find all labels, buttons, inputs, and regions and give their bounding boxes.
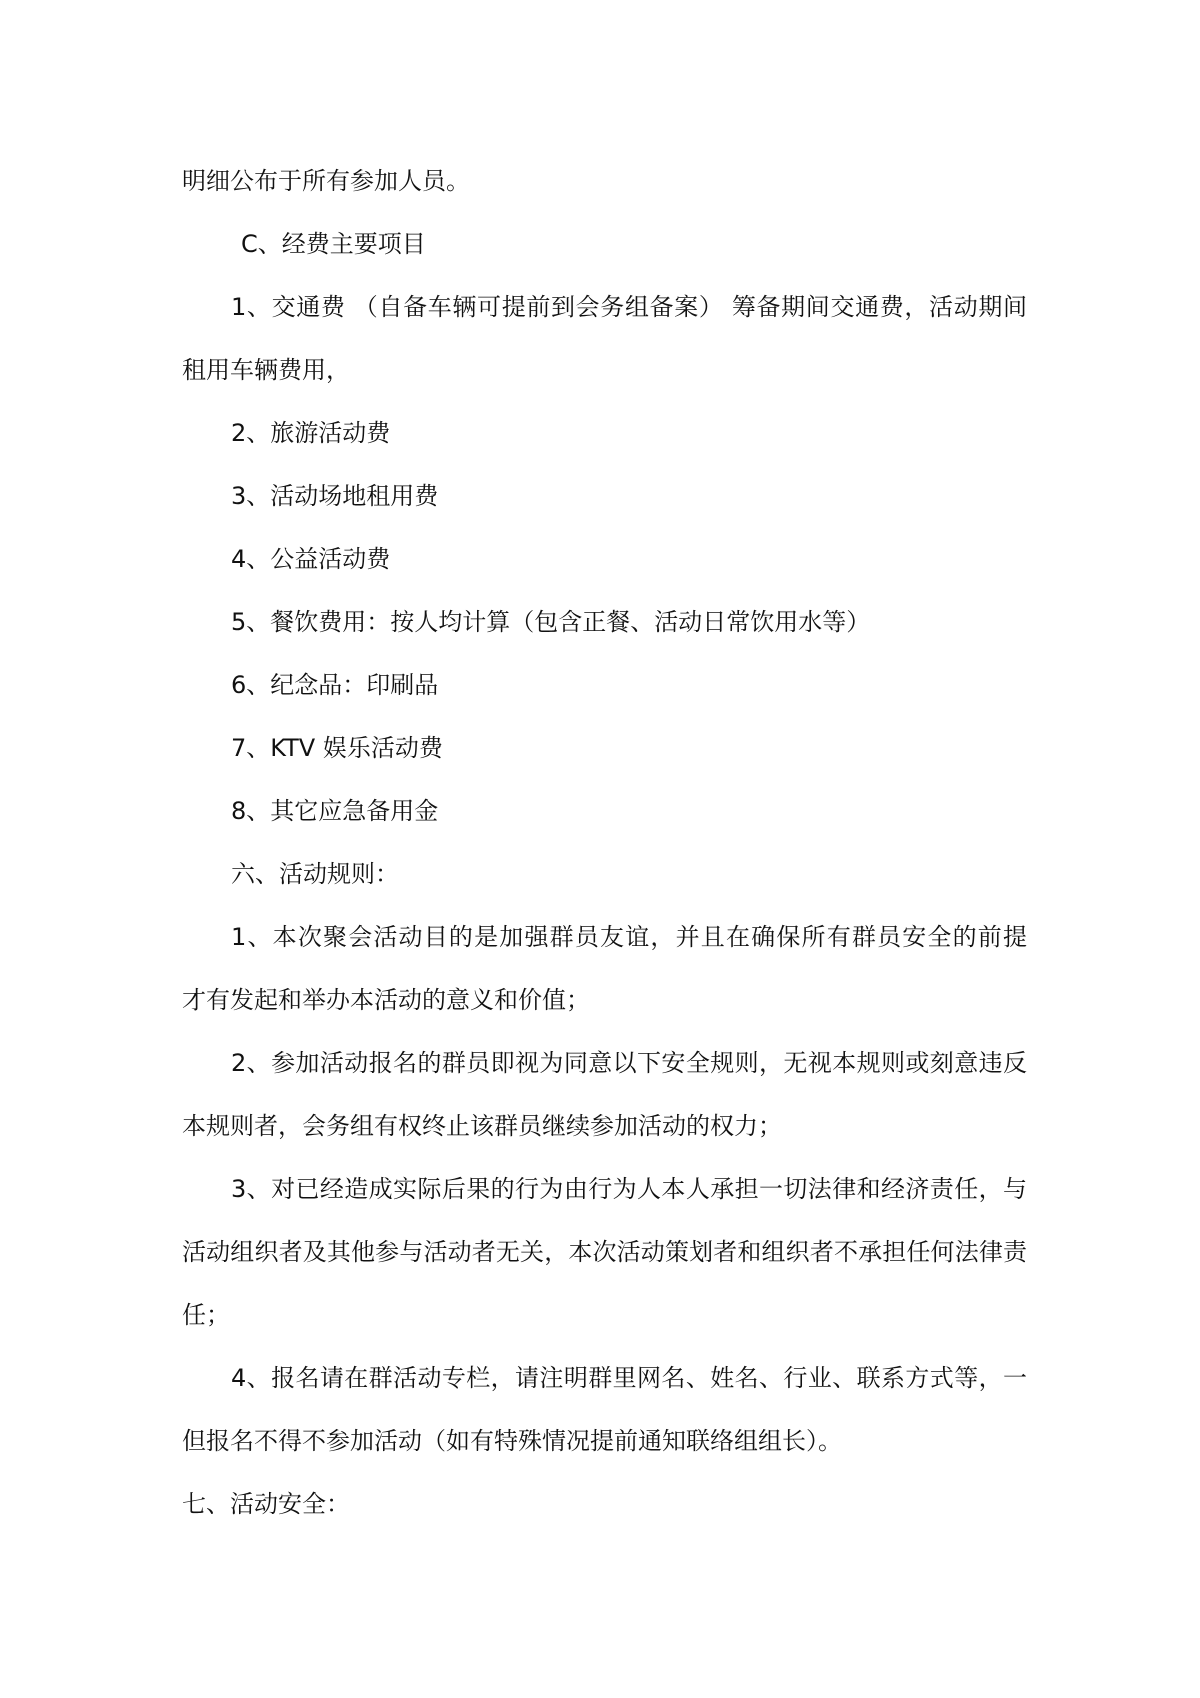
paragraph-line: 但报名不得不参加活动（如有特殊情况提前通知联络组组长）。 [182,1427,842,1455]
list-item: 1、本次聚会活动目的是加强群员友谊，并且在确保所有群员安全的前提 [231,923,1027,951]
list-item: 2、参加活动报名的群员即视为同意以下安全规则，无视本规则或刻意违反 [231,1049,1027,1077]
paragraph-line: 本规则者，会务组有权终止该群员继续参加活动的权力； [182,1112,782,1140]
list-item: 7、KTV 娱乐活动费 [231,734,443,762]
list-item: 2、旅游活动费 [231,419,391,447]
list-item: 4、报名请在群活动专栏，请注明群里网名、姓名、行业、联系方式等，一 [231,1364,1027,1392]
list-item: 3、对已经造成实际后果的行为由行为人本人承担一切法律和经济责任，与 [231,1175,1027,1203]
section-heading: 六、活动规则： [231,860,399,888]
paragraph-line: 任； [182,1301,230,1329]
paragraph-line: 才有发起和举办本活动的意义和价值； [182,986,590,1014]
document-body [182,150,1027,1536]
list-item: 4、公益活动费 [231,545,391,573]
list-item: 8、其它应急备用金 [231,797,439,825]
paragraph-line: 活动组织者及其他参与活动者无关，本次活动策划者和组织者不承担任何法律责 [182,1238,1027,1266]
paragraph-line: 租用车辆费用， [182,356,350,384]
list-item: 6、纪念品：印刷品 [231,671,439,699]
list-item: 5、餐饮费用：按人均计算（包含正餐、活动日常饮用水等） [231,608,871,636]
list-item: 3、活动场地租用费 [231,482,439,510]
section-heading: 七、活动安全： [182,1490,350,1518]
section-heading: C、经费主要项目 [241,230,426,258]
list-item: 1、交通费 （自备车辆可提前到会务组备案） 筹备期间交通费，活动期间 [231,293,1027,321]
paragraph-line: 明细公布于所有参加人员。 [182,167,470,195]
